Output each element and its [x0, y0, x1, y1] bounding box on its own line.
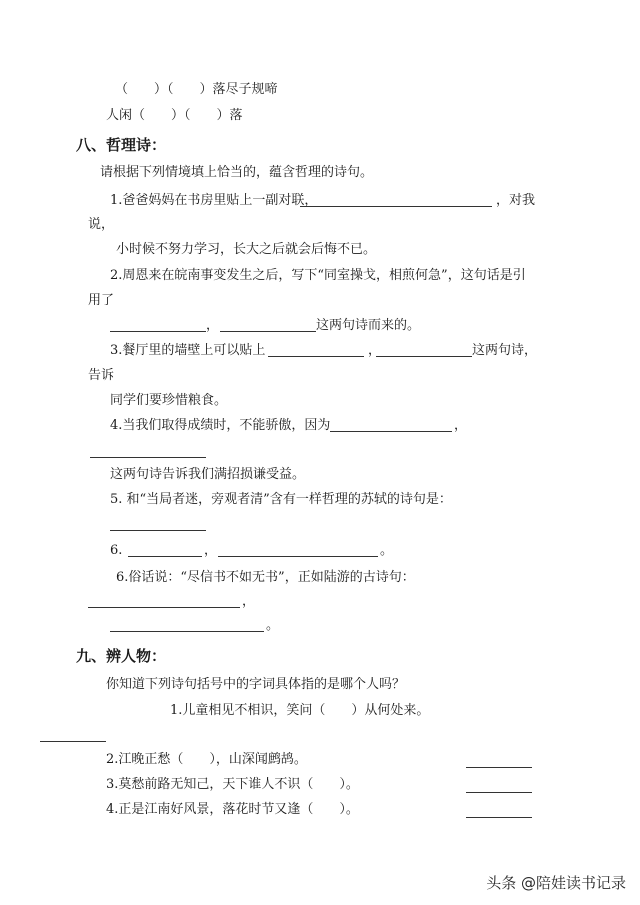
q7-text: 6.俗话说：“尽信书不如无书”，正如陆游的古诗句：	[116, 570, 415, 585]
s9-item-4: 4.正是江南好风景，落花时节又逢（ ）。	[106, 802, 359, 817]
q1-text-end: ，对我	[496, 193, 536, 208]
q4-comma: ，	[454, 418, 468, 433]
q5-text: 5. 和“当局者迷，旁观者清”含有一样哲理的苏轼的诗句是：	[110, 492, 452, 507]
q4-text: 4.当我们取得成绩时，不能骄傲，因为	[110, 418, 331, 433]
watermark: 头条 @陪娃读书记录	[486, 874, 626, 892]
q3-blank-2[interactable]	[376, 356, 472, 357]
s9-blank-1[interactable]	[40, 741, 106, 742]
q7-blank-2[interactable]	[110, 631, 264, 632]
s9-blank-2[interactable]	[466, 767, 532, 768]
section-9-title: 九、辨人物：	[76, 647, 167, 665]
q7-comma: ，	[242, 594, 256, 609]
q5-blank[interactable]	[110, 530, 206, 531]
q6-blank-2[interactable]	[218, 556, 378, 557]
q6-period: 。	[380, 543, 394, 558]
q7-period: 。	[266, 618, 280, 633]
q3-text-2: 同学们要珍惜粮食。	[110, 393, 228, 408]
q1-text: 1.爸爸妈妈在书房里贴上一副对联，	[110, 193, 318, 208]
section-9-intro: 你知道下列诗句括号中的字词具体指的是哪个人吗？	[106, 677, 406, 692]
q3-comma: ，	[368, 343, 382, 358]
poem-line-2: 人闲（ ）（ ）落	[106, 108, 243, 123]
q4-text-2: 这两句诗告诉我们满招损谦受益。	[110, 467, 306, 482]
s9-blank-4[interactable]	[466, 817, 532, 818]
q2-text: 2.周恩来在皖南事变发生之后，写下“同室操戈，相煎何急”，这句话是引	[110, 268, 526, 283]
q2-text-end: 这两句诗而来的。	[316, 318, 421, 333]
poem-line-1: （ ）（ ）落尽子规啼	[115, 82, 278, 97]
q1-blank[interactable]	[300, 206, 492, 207]
q6-label: 6.	[110, 543, 123, 558]
s9-item-3: 3.莫愁前路无知己，天下谁人不识（ ）。	[106, 777, 359, 792]
q3-text: 3.餐厅里的墙壁上可以贴上	[110, 343, 266, 358]
q3-text-end: 这两句诗，	[472, 343, 538, 358]
q2-text-wrap: 用了	[88, 293, 115, 308]
section-8-title: 八、哲理诗：	[76, 136, 167, 154]
s9-item-1: 1.儿童相见不相识，笑问（ ）从何处来。	[170, 703, 430, 718]
q2-comma: ，	[206, 318, 220, 333]
q3-text-wrap: 告诉	[88, 368, 115, 383]
q7-blank-1[interactable]	[88, 607, 240, 608]
q2-blank-1[interactable]	[110, 331, 206, 332]
s9-item-2: 2.江晚正愁（ ），山深闻鹧鸪。	[106, 752, 307, 767]
q1-quote: 小时候不努力学习，长大之后就会后悔不已。	[116, 242, 377, 257]
section-8-intro: 请根据下列情境填上恰当的，蕴含哲理的诗句。	[100, 165, 374, 180]
q4-blank-2[interactable]	[90, 457, 206, 458]
q1-text-wrap: 说，	[88, 217, 115, 232]
q6-blank-1[interactable]	[128, 556, 202, 557]
q4-blank-1[interactable]	[330, 431, 452, 432]
s9-blank-3[interactable]	[466, 792, 532, 793]
q3-blank-1[interactable]	[268, 356, 364, 357]
q2-blank-2[interactable]	[220, 331, 316, 332]
q6-comma: ，	[204, 543, 218, 558]
